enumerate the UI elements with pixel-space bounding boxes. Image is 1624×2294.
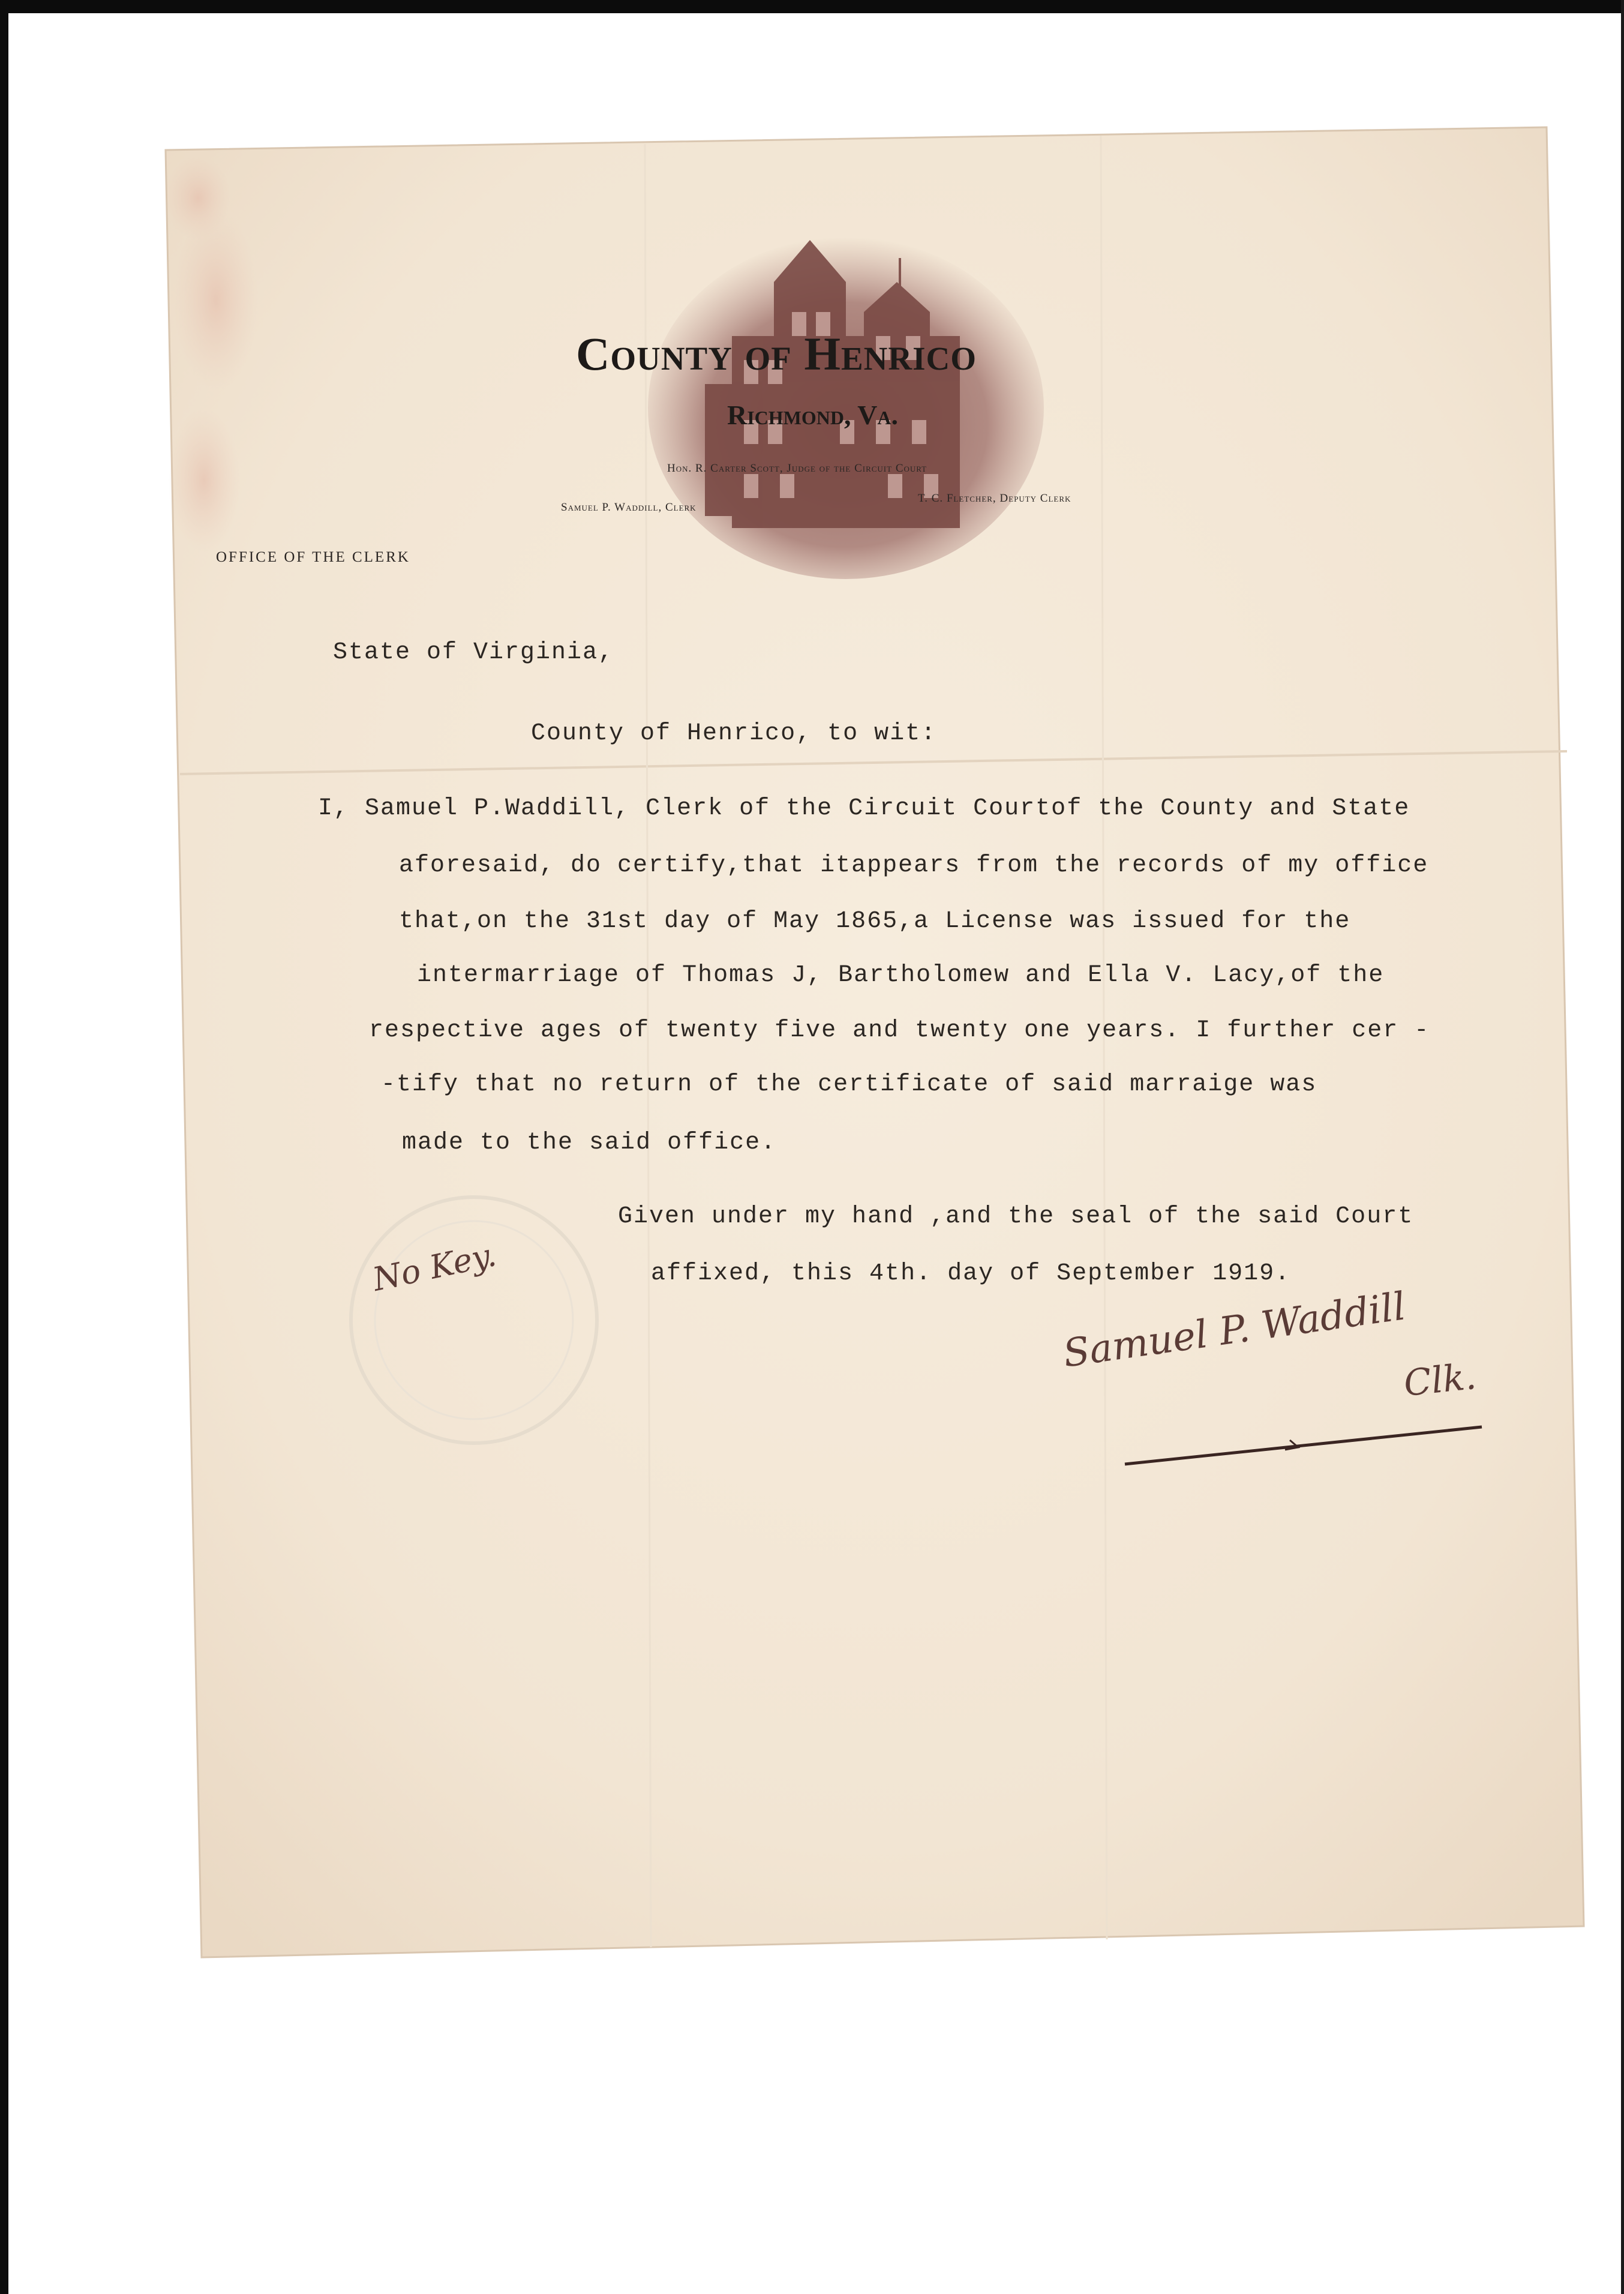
letterhead-deputy-line: T. C. Fletcher, Deputy Clerk <box>918 492 1071 505</box>
scan-border-left <box>0 0 8 2294</box>
office-label: OFFICE OF THE CLERK <box>216 549 410 565</box>
paragraph-line: that,on the 31st day of May 1865,a License was issued for the <box>399 908 1351 935</box>
paragraph-line: aforesaid, do certify,that itappears from the records of my office <box>399 852 1429 879</box>
signature-title: Clk. <box>1401 1355 1478 1405</box>
paragraph-line: intermarriage of Thomas J, Bartholomew and Ella V. Lacy,of the <box>417 962 1385 989</box>
closing-line: affixed, this 4th. day of September 1919. <box>651 1260 1291 1287</box>
closing-line: Given under my hand ,and the seal of the said Court <box>618 1203 1414 1230</box>
letterhead-judge-line: Hon. R. Carter Scott, Judge of the Circuit Court <box>667 462 927 475</box>
paragraph-line: I, Samuel P.Waddill, Clerk of the Circuit Courtof the County and State <box>318 795 1410 822</box>
margin-note: No Key. <box>369 1236 500 1299</box>
state-line: State of Virginia, <box>333 639 614 666</box>
letterhead-location: Richmond, Va. <box>727 400 898 430</box>
paragraph-line: made to the said office. <box>402 1129 777 1156</box>
scan-border-top <box>0 0 1624 13</box>
signature: Samuel P. Waddill <box>1060 1284 1409 1377</box>
county-line: County of Henrico, to wit: <box>531 720 937 747</box>
scan-border-right <box>1621 0 1624 2294</box>
letterhead-title: County of Henrico <box>576 328 977 380</box>
letterhead-clerk-line: Samuel P. Waddill, Clerk <box>561 501 697 514</box>
paragraph-line: -tify that no return of the certificate of said marraige was <box>381 1071 1317 1098</box>
paragraph-line: respective ages of twenty five and twenty one years. I further cer - <box>369 1017 1430 1044</box>
